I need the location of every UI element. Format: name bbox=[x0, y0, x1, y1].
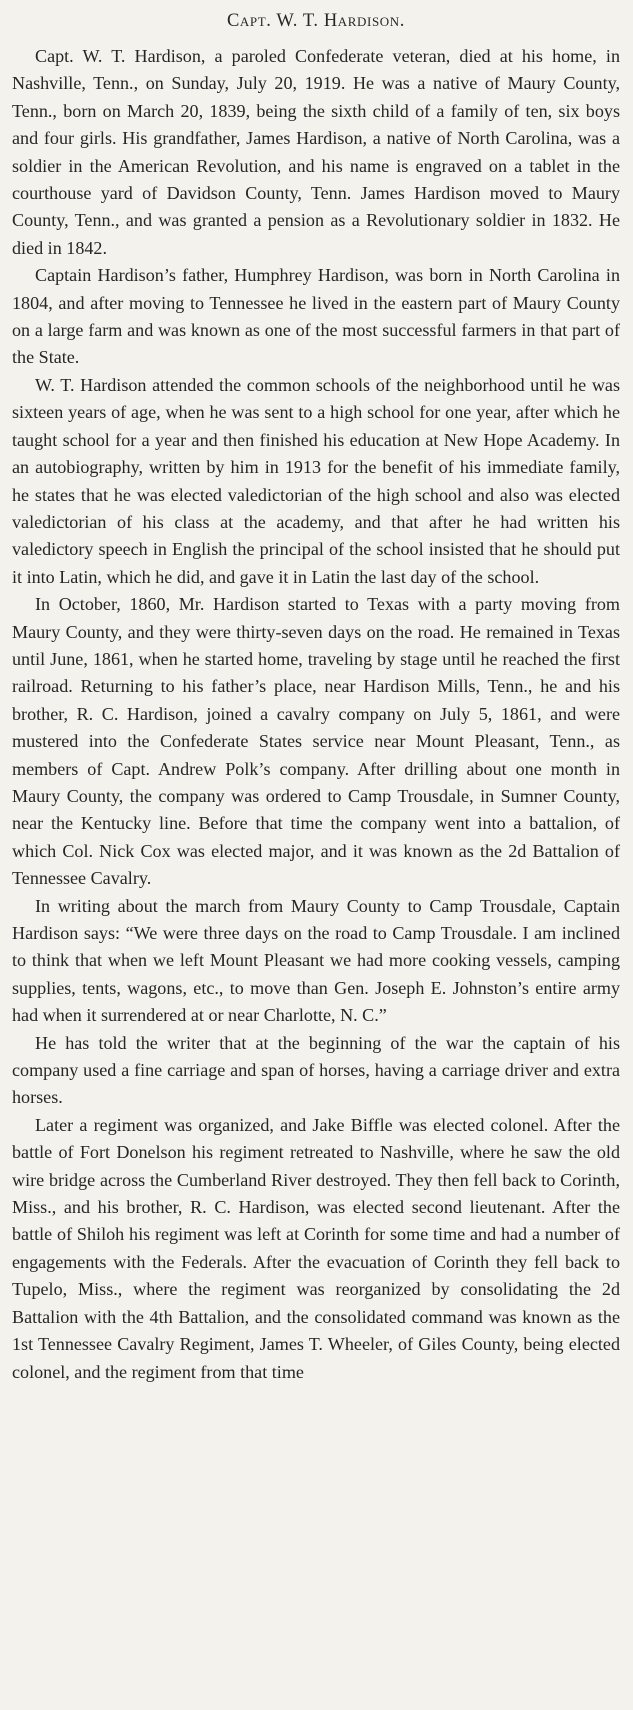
paragraph-7: Later a regiment was organized, and Jake Biffle was elected colonel. After the battle of Fort Donelson his regiment retreated to Nashville, where he saw the old wire bridge across the Cumberland River destroyed. They then fell back to Corinth, Miss., and his brother, R. C. Hardison, was elected second lieutenant. After the battle of Shiloh his regiment was left at Corinth for some time and had a number of engagements with the Federals. After the evacuation of Corinth they fell back to Tupelo, Miss., where the regiment was reorganized by consolidating the 2d Battalion with the 4th Battalion, and the consolidated command was known as the 1st Tennessee Cavalry Regiment, James T. Wheeler, of Giles County, being elected colonel, and the regiment from that time bbox=[12, 1114, 620, 1382]
paragraph-5: In writing about the march from Maury County to Camp Trousdale, Captain Hardison says: “We were three days on the road to Camp Trousdale. I am inclined to think that when we left Mount Pleasant we had more cooking vessels, camping supplies, tents, wagons, etc., to move than Gen. Joseph E. Johnston’s entire army had when it surrendered at or near Charlotte, N. C.” bbox=[12, 895, 620, 1026]
paragraph-1: Capt. W. T. Hardison, a paroled Confederate veteran, died at his home, in Nashville, Tenn., on Sunday, July 20, 1919. He was a native of Maury County, Tenn., born on March 20, 1839, being the sixth child of a family of ten, six boys and four girls. His grandfather, James Hardison, a native of North Carolina, was a soldier in the American Revolution, and his name is engraved on a tablet in the courthouse yard of Davidson County, Tenn. James Hardison moved to Maury County, Tenn., and was granted a pension as a Revolutionary soldier in 1832. He died in 1842. bbox=[12, 46, 620, 258]
paragraph-3: W. T. Hardison attended the common schools of the neighborhood until he was sixteen years of age, when he was sent to a high school for one year, after which he taught school for a year and then finished his education at New Hope Academy. In an autobiography, written by him in 1913 for the benefit of his immediate family, he states that he was elected valedictorian of the high school and also was elected valedictorian of his class at the academy, and that after he had written his valedictory speech in English the principal of the school insisted that he should put it into Latin, which he did, and gave it in Latin the last day of the school. bbox=[12, 374, 620, 587]
paragraph-4: In October, 1860, Mr. Hardison started to Texas with a party moving from Maury County, and they were thirty-seven days on the road. He remained in Texas until June, 1861, when he started home, traveling by stage until he reached the first railroad. Returning to his father’s place, near Hardison Mills, Tenn., he and his brother, R. C. Hardison, joined a cavalry company on July 5, 1861, and were mustered into the Confederate States service near Mount Pleasant, Tenn., as members of Capt. Andrew Polk’s company. After drilling about one month in Maury County, the company was ordered to Camp Trousdale, in Sumner County, near the Kentucky line. Before that time the company went into a battalion, of which Col. Nick Cox was elected major, and it was known as the 2d Battalion of Tennessee Cavalry. bbox=[12, 594, 620, 889]
document-page bbox=[12, 8, 620, 1386]
article-title: Capt. W. T. Hardison. bbox=[226, 11, 406, 31]
paragraph-6: He has told the writer that at the beginning of the war the captain of his company used a fine carriage and span of horses, having a carriage driver and extra horses. bbox=[12, 1032, 620, 1108]
paragraph-2: Captain Hardison’s father, Humphrey Hardison, was born in North Carolina in 1804, and after moving to Tennessee he lived in the eastern part of Maury County on a large farm and was known as one of the most successful farmers in that part of the State. bbox=[12, 265, 620, 368]
